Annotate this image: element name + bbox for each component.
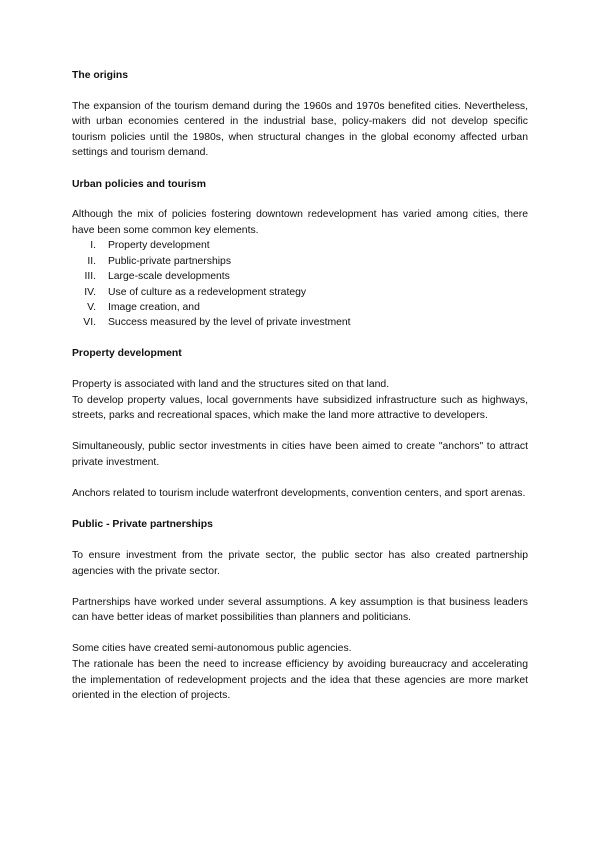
list-number: VI.	[83, 317, 96, 329]
list-text: Property development	[108, 240, 210, 252]
list-text: Public-private partnerships	[108, 255, 232, 267]
paragraph: Partnerships have worked under several assumptions. A key assumption is that business leaders can have better ideas of market possibilities than planners and politicians.	[72, 596, 528, 624]
list-number: II.	[87, 255, 96, 267]
paragraph: Property is associated with land and the structures sited on that land.	[72, 378, 390, 390]
list-item	[72, 269, 528, 284]
heading-public-private-partnerships: Public - Private partnerships	[72, 519, 213, 531]
list-item	[72, 254, 528, 269]
heading-property-development: Property development	[72, 348, 182, 360]
heading-urban-policies: Urban policies and tourism	[72, 178, 206, 190]
list-number: IV.	[84, 286, 96, 298]
paragraph: To ensure investment from the private sector, the public sector has also created partnership agencies with the private sector.	[72, 549, 528, 577]
list-number: I.	[90, 240, 96, 252]
list-number: III.	[84, 271, 96, 283]
list-item	[72, 315, 528, 330]
list-text: Image creation, and	[108, 301, 200, 313]
paragraph: The expansion of the tourism demand during the 1960s and 1970s benefited cities. Nevertheless, with urban economies centered in the industrial base, policy-makers did not develop specific tourism policies until the 1980s, when structural changes in the global economy affected urban settings and tourism demand.	[72, 100, 528, 159]
paragraph: Some cities have created semi-autonomous public agencies.	[72, 643, 352, 655]
key-elements-list	[72, 238, 528, 330]
paragraph: Anchors related to tourism include waterfront developments, convention centers, and sport arenas.	[72, 488, 526, 500]
document-body	[72, 68, 528, 719]
list-item	[72, 285, 528, 300]
paragraph: Although the mix of policies fostering downtown redevelopment has varied among cities, there have been some common key elements.	[72, 209, 528, 236]
list-text: Use of culture as a redevelopment strategy	[108, 286, 307, 298]
heading-the-origins: The origins	[72, 70, 128, 81]
paragraph: The rationale has been the need to increase efficiency by avoiding bureaucracy and accelerating the implementation of redevelopment projects and the idea that these agencies are more market oriented in the election of projects.	[72, 659, 528, 702]
list-number: V.	[87, 301, 96, 313]
list-item	[72, 300, 528, 315]
list-text: Large-scale developments	[108, 271, 230, 283]
paragraph: Simultaneously, public sector investments in cities have been aimed to create "anchors" to attract private investment.	[72, 441, 528, 468]
paragraph: To develop property values, local governments have subsidized infrastructure such as highways, streets, parks and recreational spaces, which make the land more attractive to developers.	[72, 394, 528, 422]
list-text: Success measured by the level of private investment	[108, 317, 351, 329]
list-item	[72, 238, 528, 253]
